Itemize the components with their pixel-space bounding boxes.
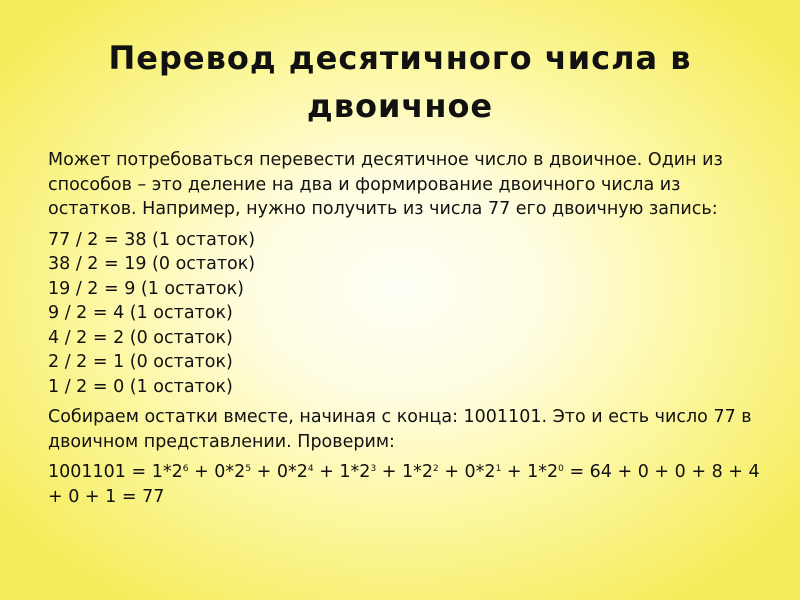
division-step: 38 / 2 = 19 (0 остаток) (48, 254, 256, 274)
exponent: 5 (245, 464, 252, 474)
formula-result: = 64 + 0 + 0 + 8 + 4 + 0 + 1 = 77 (48, 462, 760, 507)
slide-body (48, 148, 760, 515)
formula-term: $1*2^2$ + (401, 462, 465, 482)
exponent: 3 (370, 464, 377, 474)
slide-title: Перевод десятичного числа в двоичное (108, 39, 692, 125)
division-steps (48, 228, 760, 400)
division-step: 2 / 2 = 1 (0 остаток) (48, 352, 233, 372)
exponent: 2 (433, 464, 439, 474)
formula-term: $0*2^1$ + (464, 462, 528, 482)
check-formula (48, 460, 760, 509)
formula-lead: 1001101 = (48, 462, 152, 482)
division-step: 1 / 2 = 0 (1 остаток) (48, 376, 233, 397)
exponent: 4 (307, 464, 314, 474)
division-step: 19 / 2 = 9 (1 остаток) (48, 278, 244, 299)
formula-term: $0*2^4$ + (276, 462, 340, 482)
division-step: 77 / 2 = 38 (1 остаток) (48, 229, 256, 250)
division-step: 4 / 2 = 2 (0 остаток) (48, 327, 233, 348)
formula-term: $1*2^6$ + (151, 462, 215, 482)
formula-term: $1*2^3$ + (339, 462, 402, 482)
division-step: 9 / 2 = 4 (1 остаток) (48, 303, 233, 323)
intro-paragraph: Может потребоваться перевести десятичное число в двоичное. Один из способов – это деление на два и формирование двоичного числа из остатков. Например, нужно получить из числа 77 его двоичную запись: (48, 150, 723, 219)
exponent: 0 (558, 464, 564, 474)
formula-term: $0*2^5$ + (214, 462, 277, 482)
conclusion-paragraph: Собираем остатки вместе, начиная с конца: 1001101. Это и есть число 77 в двоичном представлении. Проверим: (48, 407, 752, 452)
exponent: 6 (182, 464, 189, 474)
formula-term: $1*2^0$ (527, 462, 564, 482)
exponent: 1 (495, 464, 502, 474)
